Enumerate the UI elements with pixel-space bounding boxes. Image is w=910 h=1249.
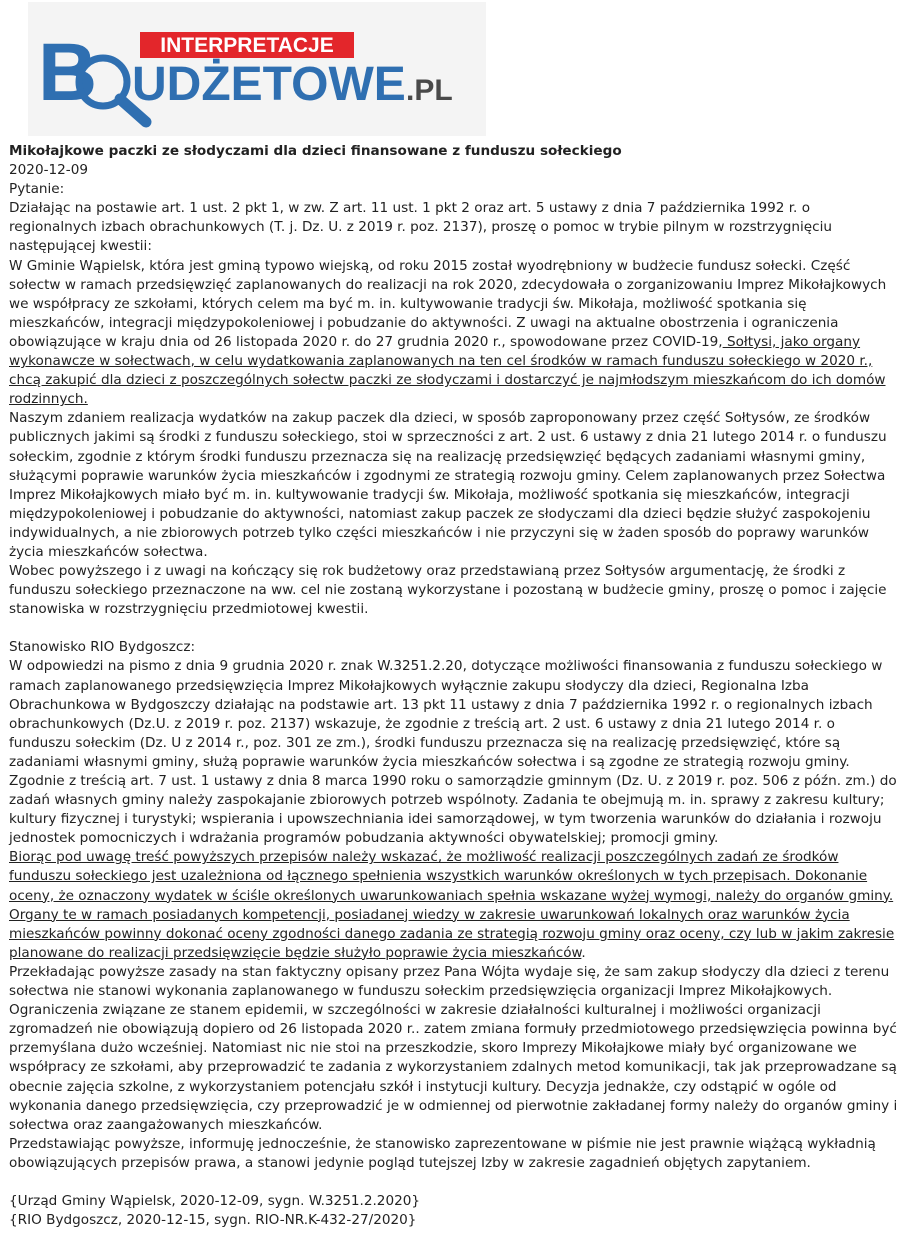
site-logo[interactable] <box>28 2 486 136</box>
logo-letter-b: B <box>38 27 98 118</box>
answer-label: Stanowisko RIO Bydgoszcz: <box>9 639 196 656</box>
reference-line-2: {RIO Bydgoszcz, 2020-12-15, sygn. RIO-NR.K-432-27/2020} <box>9 1212 417 1229</box>
logo-brand-text: UDŻETOWE <box>132 58 406 111</box>
question-paragraph-1: Działając na postawie art. 1 ust. 2 pkt 1, w zw. Z art. 11 ust. 1 pkt 2 oraz art. 5 ustawy z dnia 7 października 1992 r. o regionalnych izbach obrachunkowych (T. j. Dz. U. z 2019 r. poz. 2137), proszę o pomoc w trybie pilnym w rozstrzygnięciu następującej kwestii: <box>9 200 833 255</box>
article-title: Mikołajkowe paczki ze słodyczami dla dzieci finansowane z funduszu sołeckiego <box>9 143 622 159</box>
question-paragraph-3: Naszym zdaniem realizacja wydatków na zakup paczek dla dzieci, w sposób zaproponowany przez część Sołtysów, ze środków publicznych jakimi są środki z funduszu sołeckiego, stoi w sprzeczności z art. 2 ust. 6 ustawy z dnia 21 lutego 2014 r. o funduszu sołeckim, zgodnie z którym środki funduszu przeznacza się na realizację przedsięwzięć będących zadaniami własnymi gminy, służącymi poprawie warunków życia mieszkańców i zgodnymi ze strategią rozwoju gminy. Celem zaplanowanych przez Sołectwa Imprez Mikołajkowych miało być m. in. kultywowanie tradycji św. Mikołaja, możliwość spotkania się mieszkańców, integracji międzypokoleniowej i pobudzanie do aktywności, natomiast zakup paczek ze słodyczami dla dzieci będzie służyć zaspokojeniu indywidualnych, a nie zbiorowych potrzeb tylko części mieszkańców i nie przyczyni się w żaden sposób do poprawy warunków życia mieszkańców sołectwa. <box>9 410 887 560</box>
question-paragraph-2-text: W Gminie Wąpielsk, która jest gminą typowo wiejską, od roku 2015 został wyodrębniony w budżecie fundusz sołecki. Część sołectw w ramach przedsięwzięć zaplanowanych do realizacji na rok 2020, zdecydowała o zorganizowaniu Imprez Mikołajkowych we współpracy ze szkołami, których celem ma być m. in. kultywowanie tradycji św. Mikołaja, możliwość spotkania się mieszkańców, integracji międzypokoleniowej i pobudzanie do aktywności. Z uwagi na aktualne obostrzenia i ograniczenia obowiązujące w kraju dnia od 26 listopada 2020 r. do 27 grudnia 2020 r., spowodowane przez COVID-19, <box>9 257 887 350</box>
answer-paragraph-2-tail: . <box>581 944 586 961</box>
answer-paragraph-4: Przedstawiając powyższe, informuję jednocześnie, że stanowisko zaprezentowane w piśmie nie jest prawnie wiążącą wykładnią obowiązujących przepisów prawa, a stanowi jedynie pogląd tutejszej Izby w zakresie zagadnień objętych zapytaniem. <box>9 1135 876 1171</box>
logo-brand-suffix: .PL <box>406 74 453 107</box>
spacer <box>9 1173 901 1192</box>
article <box>9 142 901 1230</box>
question-paragraph-2-underlined: Sołtysi, jako organy wykonawcze w sołectwach, w celu wydatkowania zaplanowanych na ten cel środków w ramach funduszu sołeckiego w 2020 r., chcą zakupić dla dzieci z poszczególnych sołectw paczki ze słodyczami i dostarczyć je najmłodszym mieszkańcom do ich domów rodzinnych. <box>9 333 886 408</box>
answer-paragraph-3: Przekładając powyższe zasady na stan faktyczny opisany przez Pana Wójta wydaje się, że sam zakup słodyczy dla dzieci z terenu sołectwa nie stanowi wykonania zaplanowanego w funduszu sołeckim przedsięwzięcia organizacji Imprez Mikołajkowych. Ograniczenia związane ze stanem epidemii, w szczególności w zakresie działalności kulturalnej i możliwości organizacji zgromadzeń nie obowiązują dopiero od 26 listopada 2020 r.. zatem zmiana formuły przedmiotowego przedsięwzięcia powinna być przemyślana dużo wcześniej. Natomiast nic nie stoi na przeszkodzie, skoro Imprezy Mikołajkowe miały być organizowane we współpracy ze szkołami, aby przeprowadzić te zadania z wykorzystaniem zdalnych metod komunikacji, tak jak przeprowadzane są obecnie zajęcia szkolne, z wykorzystaniem potencjału szkół i instytucji kultury. Decyzja jednakże, czy odstąpić w ogóle od wykonania danego przedsięwzięcia, czy przeprowadzić je w odmiennej od pierwotnie zakładanej formy należy do organów gminy i sołectwa oraz zaangażowanych mieszkańców. <box>9 963 898 1133</box>
question-paragraph-4: Wobec powyższego i z uwagi na kończący się rok budżetowy oraz przedstawianą przez Sołtysów argumentację, że środki z funduszu sołeckiego przeznaczone na ww. cel nie zostaną wykorzystane i pozostaną w budżecie gminy, proszę o pomoc i zajęcie stanowiska w rozstrzygnięciu przedmiotowej kwestii. <box>9 563 887 618</box>
spacer <box>9 619 901 638</box>
question-paragraph-2 <box>9 257 901 410</box>
answer-paragraph-2-underlined: Biorąc pod uwagę treść powyższych przepisów należy wskazać, że możliwość realizacji poszczególnych zadań ze środków funduszu sołeckiego jest uzależniona od łącznego spełnienia wszystkich warunków określonych w tych przepisach. Dokonanie oceny, że oznaczony wydatek w ściśle określonych uwarunkowaniach spełnia wskazane wyżej wymogi, należy do organów gminy. Organy te w ramach posiadanych kompetencji, posiadanej wiedzy w zakresie uwarunkowań lokalnych oraz warunków życia mieszkańców powinny dokonać oceny zgodności danego zadania ze strategią rozwoju gminy oraz oceny, czy lub w jakim zakresie planowane do realizacji przedsięwzięcie będzie służyło poprawie życia mieszkańców <box>9 849 895 961</box>
answer-paragraph-2 <box>9 848 901 963</box>
article-date: 2020-12-09 <box>9 162 89 179</box>
logo-graphic <box>28 2 486 136</box>
logo-banner-text: INTERPRETACJE <box>160 34 334 57</box>
reference-line-1: {Urząd Gminy Wąpielsk, 2020-12-09, sygn. W.3251.2.2020} <box>9 1192 421 1209</box>
answer-paragraph-1: W odpowiedzi na pismo z dnia 9 grudnia 2020 r. znak W.3251.2.20, dotyczące możliwości finansowania z funduszu sołeckiego w ramach zaplanowanego przedsięwzięcia Imprez Mikołajkowych wyłącznie zakupu słodyczy dla dzieci, Regionalna Izba Obrachunkowa w Bydgoszczy działając na podstawie art. 13 pkt 11 ustawy z dnia 7 października 1992 r. o regionalnych izbach obrachunkowych (Dz.U. z 2019 r. poz. 2137) wskazuje, że zgodnie z treścią art. 2 ust. 6 ustawy z dnia 21 lutego 2014 r. o funduszu sołeckim (Dz. U z 2014 r., poz. 301 ze zm.), środki funduszu przeznacza się na realizację przedsięwzięć, które są zadaniami własnymi gminy, służą poprawie warunków życia mieszkańców sołectwa i są zgodne ze strategią rozwoju gminy. Zgodnie z treścią art. 7 ust. 1 ustawy z dnia 8 marca 1990 roku o samorządzie gminnym (Dz. U. z 2019 r. poz. 506 z późn. zm.) do zadań własnych gminy należy zaspokajanie zbiorowych potrzeb wspólnoty. Zadania te obejmują m. in. sprawy z zakresu kultury; kultury fizycznej i turystyki; wspierania i upowszechniania idei samorządowej, w tym tworzenia warunków do działania i rozwoju jednostek pomocniczych i wdrażania programów pobudzania aktywności obywatelskiej; promocji gminy. <box>9 658 897 847</box>
question-label: Pytanie: <box>9 181 65 198</box>
